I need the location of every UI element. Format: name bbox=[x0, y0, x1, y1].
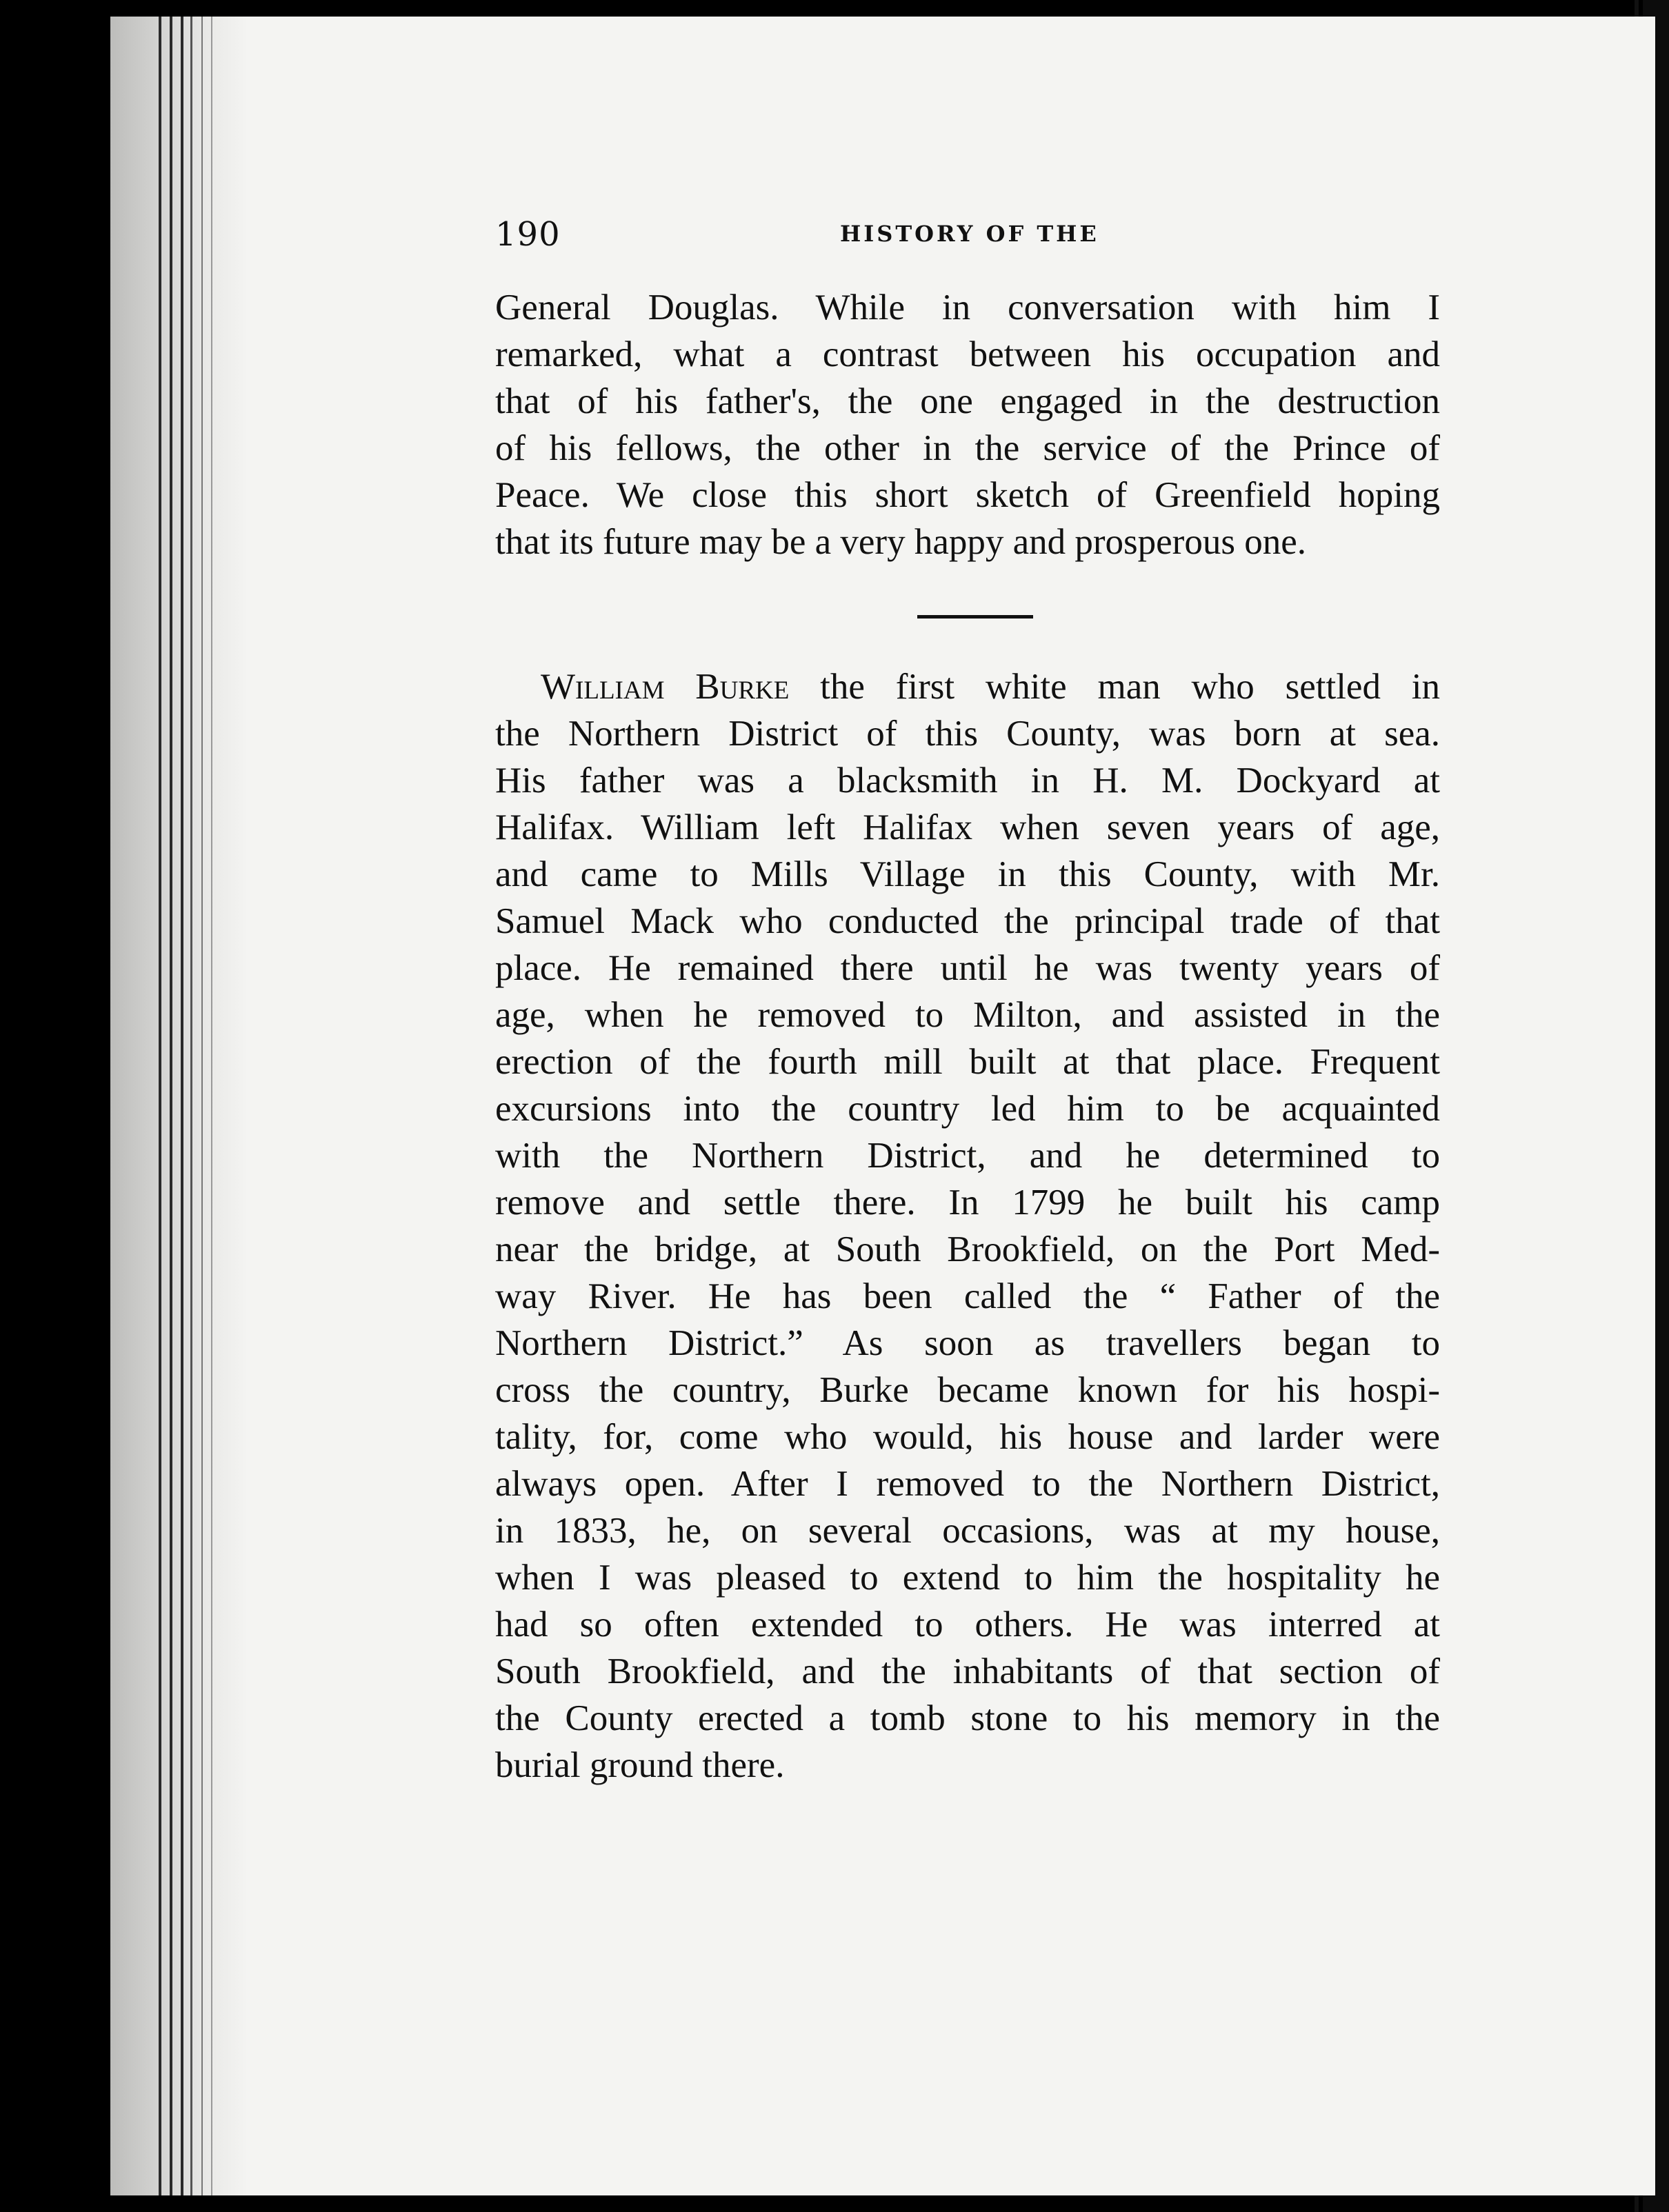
text-line: Northern District.” As soon as travellers began to bbox=[495, 1323, 1440, 1363]
text-line: when I was pleased to extend to him the hospitality he bbox=[495, 1558, 1440, 1598]
text-line: had so often extended to others. He was interred at bbox=[495, 1605, 1440, 1645]
text-line: in 1833, he, on several occasions, was at my house, bbox=[495, 1511, 1440, 1551]
text-line bbox=[495, 663, 1440, 710]
text-line: the Northern District of this County, was born at sea. bbox=[495, 714, 1440, 754]
text-line: near the bridge, at South Brookfield, on the Port Med- bbox=[495, 1229, 1440, 1269]
lead-name: William Burke bbox=[541, 667, 790, 707]
text-line: Peace. We close this short sketch of Greenfield hoping bbox=[495, 475, 1440, 515]
page-edge bbox=[159, 17, 161, 2195]
running-title: HISTORY OF THE bbox=[840, 221, 1099, 247]
text-line: place. He remained there until he was twenty years of bbox=[495, 948, 1440, 988]
text-line: age, when he removed to Milton, and assisted in the bbox=[495, 995, 1440, 1035]
text-line: General Douglas. While in conversation with him I bbox=[495, 288, 1440, 328]
lead-line-rest: the first white man who settled in bbox=[789, 667, 1440, 707]
text-line: erection of the fourth mill built at that place. Frequent bbox=[495, 1042, 1440, 1082]
text-line: that its future may be a very happy and prosperous one. bbox=[495, 522, 1306, 562]
text-line: excursions into the country led him to be acquainted bbox=[495, 1089, 1440, 1129]
text-line: remarked, what a contrast between his occupation and bbox=[495, 334, 1440, 374]
text-line: His father was a blacksmith in H. M. Dockyard at bbox=[495, 761, 1440, 801]
section-divider bbox=[917, 615, 1033, 619]
text-line: the County erected a tomb stone to his memory in the bbox=[495, 1698, 1440, 1738]
text-line: always open. After I removed to the Northern District, bbox=[495, 1464, 1440, 1504]
page-edge bbox=[201, 17, 203, 2195]
page-edge bbox=[211, 17, 212, 2195]
text-line: and came to Mills Village in this County, with Mr. bbox=[495, 854, 1440, 894]
text-line: of his fellows, the other in the service of the Prince of bbox=[495, 428, 1440, 468]
text-line: tality, for, come who would, his house and larder were bbox=[495, 1417, 1440, 1457]
text-line: Samuel Mack who conducted the principal trade of that bbox=[495, 901, 1440, 941]
text-line: burial ground there. bbox=[495, 1745, 785, 1785]
text-line: Halifax. William left Halifax when seven years of age, bbox=[495, 807, 1440, 847]
paragraph-william-burke bbox=[495, 663, 1440, 1789]
text-line: with the Northern District, and he determined to bbox=[495, 1136, 1440, 1176]
text-line: that of his father's, the one engaged in the destruction bbox=[495, 381, 1440, 421]
paragraph-greenfield-ending bbox=[495, 284, 1440, 565]
text-line: remove and settle there. In 1799 he built his camp bbox=[495, 1183, 1440, 1223]
page-edge bbox=[181, 17, 183, 2195]
gutter-shadow bbox=[110, 17, 248, 2195]
page-edge bbox=[190, 17, 192, 2195]
text-line: way River. He has been called the “ Father of the bbox=[495, 1276, 1440, 1316]
text-line: South Brookfield, and the inhabitants of that section of bbox=[495, 1651, 1440, 1691]
text-line: cross the country, Burke became known for his hospi- bbox=[495, 1370, 1440, 1410]
running-head bbox=[495, 215, 1440, 257]
page-edge bbox=[170, 17, 172, 2195]
page-number: 190 bbox=[495, 215, 561, 254]
